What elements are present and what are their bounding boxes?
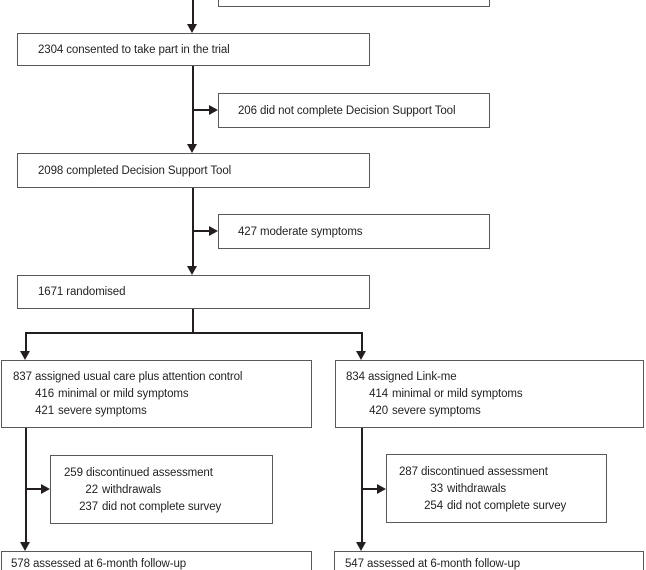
link-me-detail-row bbox=[346, 386, 635, 403]
detail-label: minimal or mild symptoms bbox=[392, 388, 523, 400]
box-discontinued-control-title: 259 discontinued assessment bbox=[64, 467, 213, 479]
discontinued-control-detail-row bbox=[64, 499, 266, 516]
detail-value: 22 bbox=[85, 484, 98, 496]
box-followup-link-me-text: 547 assessed at 6-month follow-up bbox=[345, 558, 521, 570]
box-dst-not-completed bbox=[218, 93, 490, 128]
connector-line bbox=[192, 66, 194, 146]
connector-line bbox=[192, 309, 194, 334]
box-link-me-arm bbox=[335, 360, 644, 428]
box-discontinued-link-me-title: 287 discontinued assessment bbox=[399, 466, 548, 478]
arrow-down-icon bbox=[20, 351, 30, 360]
connector-line bbox=[361, 428, 363, 544]
box-moderate-symptoms-text: 427 moderate symptoms bbox=[238, 225, 363, 238]
box-followup-link-me bbox=[334, 551, 644, 570]
arrow-down-icon bbox=[356, 542, 366, 551]
box-discontinued-control bbox=[50, 455, 273, 524]
detail-value: 421 bbox=[35, 405, 54, 417]
connector-line bbox=[362, 488, 378, 490]
discontinued-link-me-detail-row bbox=[399, 498, 600, 515]
arrow-right-icon bbox=[377, 484, 386, 494]
detail-label: did not complete survey bbox=[102, 501, 222, 513]
box-usual-care-arm bbox=[1, 360, 312, 428]
arrow-right-icon bbox=[41, 484, 50, 494]
connector-line bbox=[25, 428, 27, 544]
connector-line bbox=[25, 332, 27, 353]
connector-line bbox=[25, 332, 363, 334]
usual-care-detail-row bbox=[13, 403, 303, 420]
arrow-down-icon bbox=[187, 24, 197, 33]
connector-line bbox=[193, 230, 210, 232]
box-randomised-text: 1671 randomised bbox=[38, 286, 126, 298]
box-followup-control bbox=[1, 551, 312, 570]
box-dst-completed bbox=[17, 153, 370, 188]
box-usual-care-title: 837 assigned usual care plus attention control bbox=[13, 371, 243, 383]
arrow-right-icon bbox=[209, 226, 218, 236]
arrow-down-icon bbox=[187, 266, 197, 275]
detail-value: 254 bbox=[424, 500, 443, 512]
discontinued-link-me-detail-row bbox=[399, 481, 600, 498]
detail-value: 33 bbox=[430, 483, 443, 495]
link-me-detail-row bbox=[346, 403, 635, 420]
detail-value: 414 bbox=[369, 388, 388, 400]
arrow-down-icon bbox=[356, 351, 366, 360]
discontinued-control-detail-row bbox=[64, 482, 266, 499]
detail-value: 420 bbox=[369, 405, 388, 417]
connector-line bbox=[193, 109, 210, 111]
cropped-top-exclusion-box bbox=[218, 0, 490, 7]
detail-label: severe symptoms bbox=[58, 405, 147, 417]
box-dst-completed-text: 2098 completed Decision Support Tool bbox=[38, 164, 232, 177]
arrow-down-icon bbox=[20, 542, 30, 551]
arrow-down-icon bbox=[187, 144, 197, 153]
detail-label: minimal or mild symptoms bbox=[58, 388, 189, 400]
box-link-me-title: 834 assigned Link-me bbox=[346, 371, 457, 383]
detail-label: withdrawals bbox=[447, 483, 506, 495]
connector-line bbox=[26, 488, 42, 490]
detail-value: 416 bbox=[35, 388, 54, 400]
detail-label: did not complete survey bbox=[447, 500, 567, 512]
detail-label: withdrawals bbox=[102, 484, 161, 496]
box-dst-not-completed-text: 206 did not complete Decision Support Tool bbox=[238, 104, 456, 117]
box-consented bbox=[17, 33, 370, 66]
detail-value: 237 bbox=[79, 501, 98, 513]
connector-line bbox=[192, 0, 194, 26]
connector-line bbox=[361, 332, 363, 353]
detail-label: severe symptoms bbox=[392, 405, 481, 417]
box-randomised bbox=[17, 275, 370, 309]
arrow-right-icon bbox=[209, 105, 218, 115]
box-moderate-symptoms bbox=[218, 214, 490, 249]
box-discontinued-link-me bbox=[386, 454, 607, 523]
box-followup-control-text: 578 assessed at 6-month follow-up bbox=[11, 558, 187, 570]
connector-line bbox=[192, 188, 194, 268]
usual-care-detail-row bbox=[13, 386, 303, 403]
box-consented-text: 2304 consented to take part in the trial bbox=[38, 43, 230, 56]
